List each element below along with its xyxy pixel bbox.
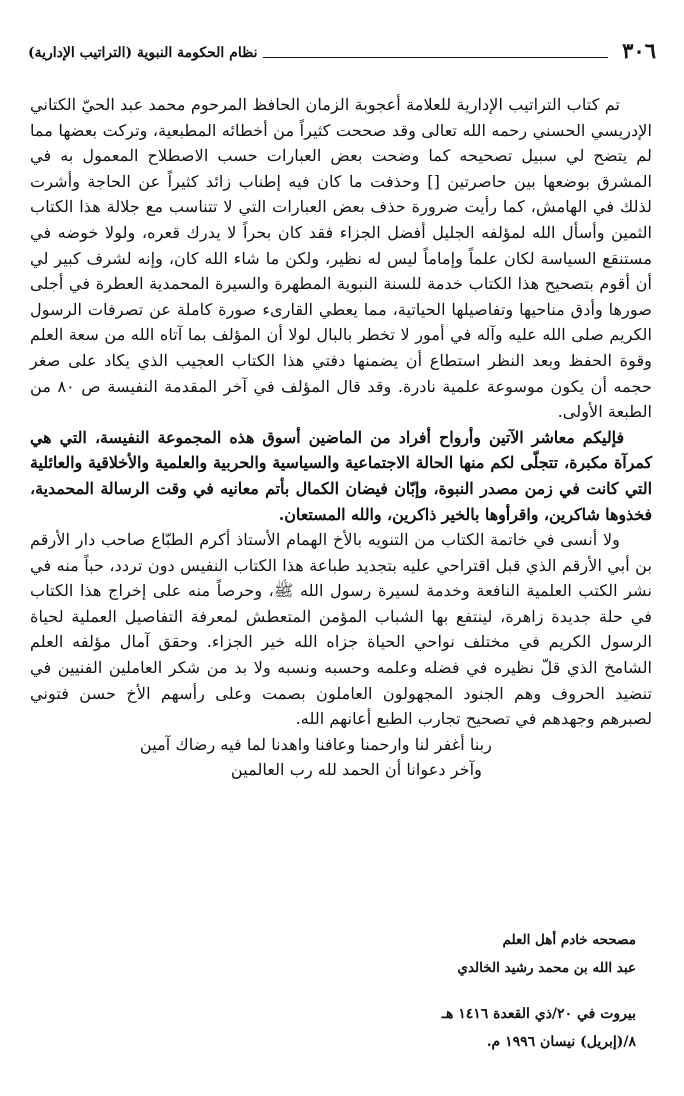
signature-name: عبد الله بن محمد رشيد الخالدي (457, 960, 636, 976)
running-header (28, 38, 656, 62)
date-gregorian: ٨/(إبريل) نيسان ١٩٩٦ م. (486, 1034, 636, 1050)
header-rule (263, 57, 608, 58)
prayer-line-1: ربنا أغفر لنا وارحمنا وعافنا واهدنا لما فيه رضاك آمين (139, 734, 492, 754)
page-number: ٣٠٦ (622, 38, 656, 63)
prayer-line-2: وآخر دعوانا أن الحمد لله رب العالمين (230, 760, 482, 780)
signature-role: مصححه خادم أهل العلم (502, 932, 636, 948)
signature-block (457, 926, 636, 982)
paragraph-acknowledgements: ولا أنسى في خاتمة الكتاب من التنويه بالأخ الهمام الأستاذ أكرم الطبّاع صاحب دار الأرقم بن أبي الأرقم الذي قبل اقتراحي عليه بتجديد طباعة هذا الكتاب النفيس دون تردد، حباً منه في نشر الكتب العلمية النافعة وخدمة لسيرة رسول الله ﷺ، وحرصاً منه على إخراج هذا الكتاب في حلة جديدة زاهرة، لينتفع بها الشباب المؤمن المتعطش لمعرفة التفاصيل العملية لحياة الرسول الكريم في مختلف نواحي الحياة جزاه الله خير الجزاء. وحقق آمال مؤلفه العلم الشامخ الذي قلّ نظيره في فضله وعلمه وحسبه ونسبه ولا بد من شكر العاملين الفنيين في تنضيد الحروف وهم الجنود المجهولون العاملون بصمت وعلى رأسهم الأخ حسن فتوني لصبرهم وجهدهم في تصحيح تجارب الطبع أعانهم الله. (30, 530, 652, 729)
dateline-block (442, 1000, 636, 1056)
date-hijri: بيروت في ٢٠/ذي القعدة ١٤١٦ هـ (441, 1006, 636, 1022)
book-title: نظام الحكومة النبوية (التراتيب الإدارية) (28, 45, 258, 61)
paragraph-closing-note: تم كتاب التراتيب الإدارية للعلامة أعجوبة الزمان الحافظ المرحوم محمد عبد الحيّ الكتاني الإدريسي الحسني رحمه الله تعالى وقد صححت كثيراً من أخطائه المطبعية، وتركت بعضها مما لم يتضح لي سبيل تصحيحه كما وضحت بعض العبارات حسب الاصطلاح المعمول به في المشرق بوضعها بين حاصرتين [] وحذفت ما كان فيه إطناب زائد كثيراً عن الحاجة وأشرت لذلك في الهامش، كما رأيت ضرورة حذف بعض العبارات التي لا تتناسب مع جلالة هذا الكتاب الثمين وأسأل الله لمؤلفه الجليل أفضل الجزاء فقد كان بحراً لا يدرك قعره، ولولا خوضه في مستنقع السياسة لكان علماً وإماماً ليس له نظير، ولكن ما شاء الله كان، وإنه لشرف كبير لي أن أقوم بتصحيح هذا الكتاب خدمة للسنة النبوية المطهرة والسيرة المحمدية العطرة في أجلى صورها وأدق مناحيها وتفاصيلها الحياتية، مما يعطي القارىء صورة كاملة عن تصرفات الرسول الكريم صلى الله عليه وآله في أمور لا تخطر بالبال لولا أن المؤلف بما آتاه الله من سعة العلم وقوة الحفظ وبعد النظر استطاع أن يضمنها دفتي هذا الكتاب العجيب الذي يكاد على صغر حجمه أن يكون موسوعة علمية نادرة. وقد قال المؤلف في آخر المقدمة النفيسة ص ٨٠ من الطبعة الأولى. (30, 95, 652, 422)
paragraph-author-quote: فإليكم معاشر الآتين وأرواح أفراد من الماضين أسوق هذه المجموعة النفيسة، التي هي كمرآة مكبرة، تتجلّى لكم منها الحالة الاجتماعية والسياسية والحربية والعلمية والأخلاقية والعائلية التي كانت في زمن مصدر النبوة، وإبّان فيضان الكمال بأتم معانيه في وقت الرسالة المحمدية، فخذوها شاكرين، واقرأوها بالخير ذاكرين، والله المستعان. (30, 427, 652, 524)
body-text (30, 92, 652, 783)
